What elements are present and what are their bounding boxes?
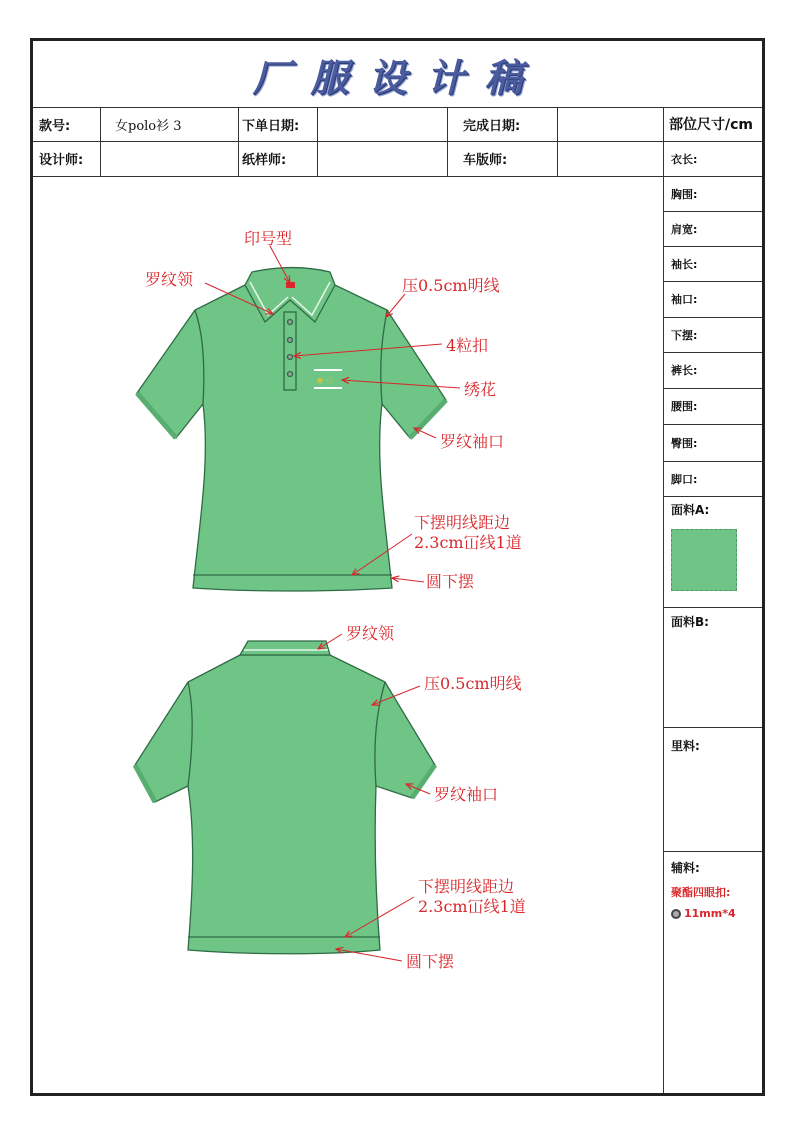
- measure-hem: 下摆:: [671, 328, 698, 342]
- accessory-spec: 11mm*4: [684, 907, 736, 920]
- annotation-buttons: 4粒扣: [446, 336, 489, 355]
- annotation-hem-line1: 下摆明线距边: [414, 513, 511, 532]
- size-heading: 部位尺寸/cm: [669, 117, 753, 133]
- measure-leg-opening: 脚口:: [671, 472, 698, 486]
- back-annotation-rib-cuff: 罗纹袖口: [434, 785, 499, 804]
- back-polo-drawing: [135, 641, 435, 954]
- order-date-label: 下单日期:: [242, 118, 300, 134]
- svg-text:★☆: ★☆: [315, 374, 335, 387]
- measure-pants: 裤长:: [671, 364, 698, 377]
- pattern-maker-label: 纸样师:: [242, 153, 287, 168]
- measure-length: 衣长:: [671, 152, 698, 166]
- annotation-topstitch: 压0.5cm明线: [402, 276, 500, 295]
- fabric-a-label: 面料A:: [671, 502, 710, 517]
- measure-cuff: 袖口:: [671, 293, 698, 306]
- back-collar: [240, 641, 330, 655]
- page-title: 厂服设计稿: [252, 54, 543, 100]
- measure-shoulder: 肩宽:: [671, 222, 698, 236]
- lining-label: 里料:: [671, 738, 700, 753]
- measure-hip: 臀围:: [671, 436, 698, 450]
- back-annotation-round-hem: 圆下摆: [406, 952, 455, 971]
- accessories-label: 辅料:: [671, 860, 700, 875]
- designer-label: 设计师:: [39, 153, 84, 168]
- annotation-hem-line2: 2.3cm冚线1道: [414, 533, 522, 552]
- sample-maker-label: 车版师:: [463, 153, 508, 168]
- annotation-round-hem: 圆下摆: [426, 572, 475, 591]
- back-annotation-hem-line2: 2.3cm冚线1道: [418, 897, 526, 916]
- style-no-label: 款号:: [39, 118, 71, 134]
- measure-chest: 胸围:: [671, 187, 698, 201]
- fabric-b-label: 面料B:: [671, 614, 709, 629]
- back-body: [135, 655, 435, 954]
- annotation-embroidery: 绣花: [464, 380, 497, 399]
- style-no-value[interactable]: 女polo衫 3: [115, 118, 182, 134]
- annotation-print-label: 印号型: [244, 229, 293, 248]
- accessory-name: 聚酯四眼扣:: [671, 886, 731, 899]
- back-annotation-topstitch: 压0.5cm明线: [424, 674, 522, 693]
- annotation-rib-cuff: 罗纹袖口: [440, 432, 505, 451]
- finish-date-label: 完成日期:: [463, 118, 521, 134]
- measure-sleeve: 袖长:: [671, 257, 698, 271]
- annotation-rib-collar: 罗纹领: [145, 270, 194, 289]
- measure-waist: 腰围:: [671, 400, 698, 413]
- back-annotation-rib-collar: 罗纹领: [346, 624, 395, 643]
- back-annotation-hem-line1: 下摆明线距边: [418, 877, 515, 896]
